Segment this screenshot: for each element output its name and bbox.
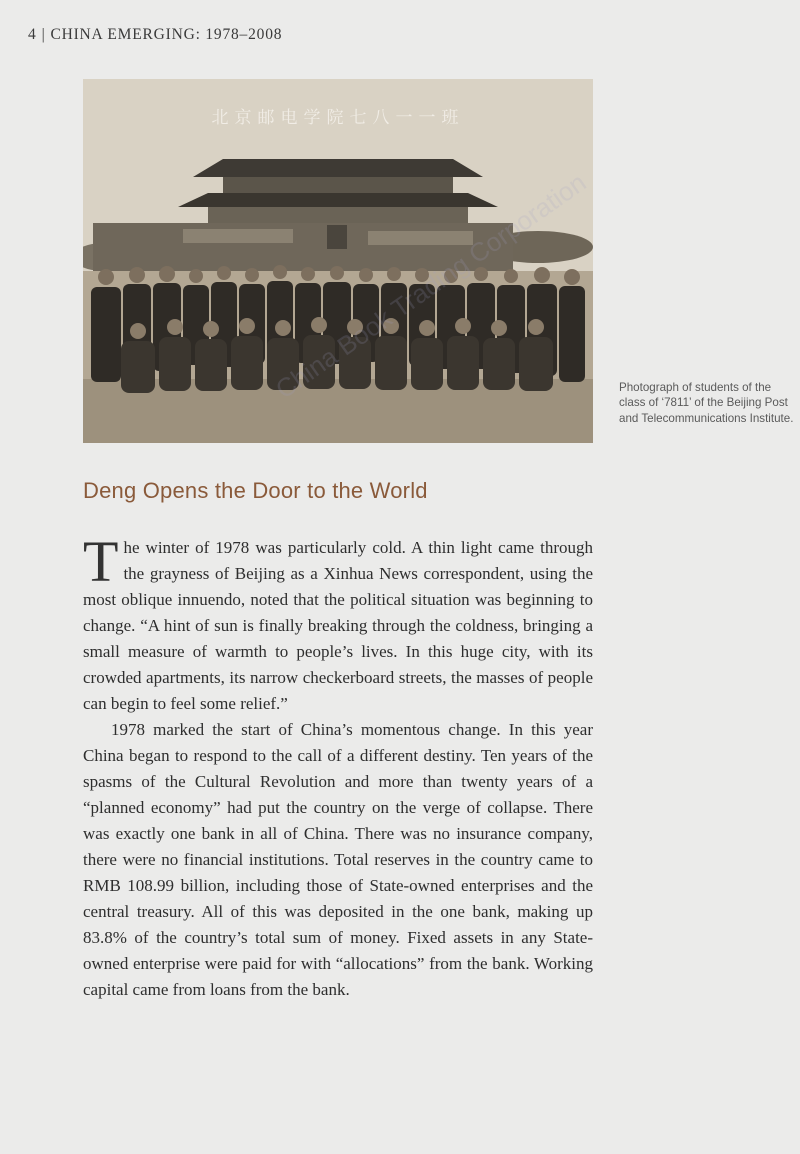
class-photograph xyxy=(83,79,593,443)
paragraph-1 xyxy=(83,529,593,717)
photo-banner-text: 北京邮电学院七八一一班 xyxy=(211,108,465,128)
section-heading: Deng Opens the Door to the World xyxy=(83,478,428,503)
photo-illustration xyxy=(83,79,593,443)
book-title: CHINA EMERGING: 1978–2008 xyxy=(50,26,283,43)
drop-cap: T xyxy=(83,529,119,594)
body-text xyxy=(83,529,593,1003)
running-header xyxy=(28,26,282,44)
paragraph-1-text: he winter of 1978 was particularly cold. A thin light came through the grayness of Beijing as a Xinhua News correspondent, using the most oblique innuendo, noted that the political situation was beginning to change. “A hint of sun is finally breaking through the coldness, bringing a small measure of warmth to people’s lives. In this huge city, with its crowded apartments, its narrow checkerboard streets, the masses of people can begin to feel some relief.” xyxy=(83,538,593,713)
page-number: 4 xyxy=(28,26,37,43)
photo-caption: Photograph of students of the class of ‘7811’ of the Beijing Post and Telecommunications Institute. xyxy=(619,381,794,425)
paragraph-2: 1978 marked the start of China’s momentous change. In this year China began to respond to the call of a different destiny. Ten years of the spasms of the Cultural Revolution and more than twenty years of a “planned economy” had put the country on the verge of collapse. There was exactly one bank in all of China. There was no insurance company, there were no financial institutions. Total reserves in the country came to RMB 108.99 billion, including those of State-owned enterprises and the central treasury. All of this was deposited in the one bank, making up 83.8% of the country’s total sum of money. Fixed assets in any State-owned enterprise were paid for with “allocations” from the bank. Working capital came from loans from the bank. xyxy=(83,720,593,999)
header-separator: | xyxy=(41,26,46,43)
